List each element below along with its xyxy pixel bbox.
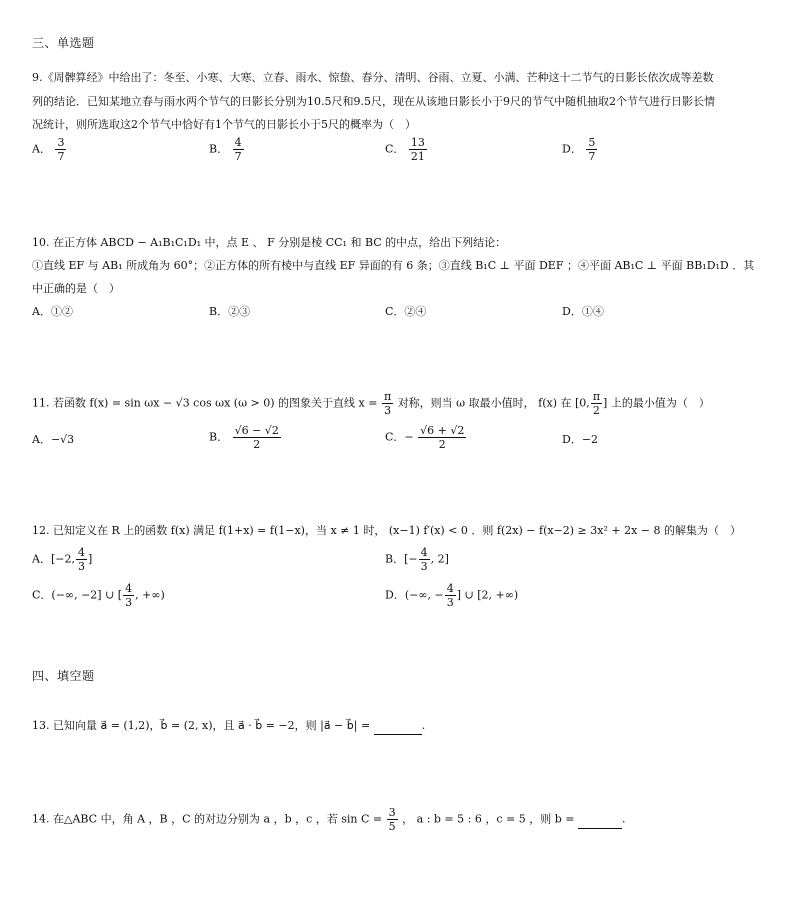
fraction-numerator: 4 — [420, 546, 428, 559]
q12-option-c — [32, 582, 165, 609]
fraction — [233, 424, 281, 451]
option-text: −2 — [581, 433, 599, 446]
option-text: ②④ — [404, 305, 427, 318]
fraction — [445, 582, 456, 609]
q9-stem-line2: 列的结论．已知某地立春与雨水两个节气的日影长分别为10.5尺和9.5尺，现在从该地日影长小于9尺的节气中随机抽取2个节气进行日影长情 — [32, 95, 715, 108]
q9-option-c — [385, 136, 428, 163]
option-label: B． — [209, 305, 229, 318]
q13-text: 13. 已知向量 a⃗ = (1,2)，b⃗ = (2, x)，且 a⃗ · b⃗ = −2，则 |a⃗ − b⃗| = — [32, 719, 371, 732]
fraction — [382, 390, 393, 417]
q14-stem — [32, 806, 772, 833]
option-label: C． — [385, 305, 405, 318]
q10-option-b — [209, 303, 250, 319]
q11-option-b — [209, 424, 282, 451]
option-label: C． — [385, 430, 405, 444]
q9-option-d — [562, 136, 598, 163]
option-text: ] ∪ [2, +∞) — [456, 588, 519, 602]
option-label: C． — [385, 142, 405, 156]
fraction-numerator: π — [383, 390, 392, 403]
option-label: D． — [562, 305, 582, 318]
section-title-fill-blank: 四、填空题 — [32, 669, 95, 683]
fraction-numerator: √6 − √2 — [234, 424, 279, 437]
fraction-denominator: 3 — [77, 560, 85, 573]
fraction-denominator: 2 — [253, 438, 261, 451]
q10-stem-line1: 10. 在正方体 ABCD − A₁B₁C₁D₁ 中，点 E 、 F 分别是棱 CC₁ 和 BC 的中点，给出下列结论： — [32, 236, 507, 249]
q10-stem-line2: ①直线 EF 与 AB₁ 所成角为 60°；②正方体的所有棱中与直线 EF 异面的有 6 条；③直线 B₁C ⊥ 平面 DEF ；④平面 AB₁C ⊥ 平面 BB₁D₁D ．其 — [32, 259, 755, 272]
option-text: ①④ — [581, 305, 604, 318]
fraction-denominator: 3 — [384, 404, 392, 417]
q9-option-a — [32, 136, 67, 163]
interval-open: [0, — [575, 396, 590, 410]
q12-option-d — [385, 582, 518, 609]
option-label: A． — [32, 433, 51, 446]
fraction-denominator: 3 — [446, 596, 454, 609]
fraction-denominator: 7 — [588, 150, 596, 163]
option-text: (−∞, − — [404, 588, 444, 602]
answer-blank — [374, 718, 422, 735]
q11-stem-part: 对称，则当 ω 取最小值时， f(x) 在 — [397, 396, 572, 410]
option-label: B． — [385, 552, 405, 566]
fraction-denominator: 7 — [234, 150, 242, 163]
q13-stem — [32, 718, 772, 735]
q10-option-c — [385, 303, 426, 319]
q10-option-d — [562, 303, 604, 319]
q11-option-d — [562, 431, 598, 447]
fraction-numerator: 4 — [234, 136, 242, 149]
fraction-numerator: √6 + √2 — [420, 424, 465, 437]
q12-option-b — [385, 546, 449, 573]
q10-option-a — [32, 303, 73, 319]
fraction — [591, 390, 602, 417]
fraction — [409, 136, 427, 163]
option-text: (−∞, −2] ∪ [ — [51, 588, 123, 602]
option-label: D． — [385, 588, 405, 602]
q9-option-b — [209, 136, 245, 163]
fraction — [123, 582, 134, 609]
option-text: ①② — [50, 305, 73, 318]
fraction-denominator: 5 — [388, 820, 396, 833]
interval-close: ] — [603, 396, 608, 410]
q12-option-a — [32, 546, 92, 573]
fraction-numerator: 3 — [388, 806, 396, 819]
fraction — [55, 136, 66, 163]
q14-text: 14. 在△ABC 中，角 A ，B ，C 的对边分别为 a ，b ，c ，若 sin C = — [32, 812, 383, 826]
fraction-denominator: 2 — [438, 438, 446, 451]
fraction-numerator: 4 — [125, 582, 133, 595]
option-text: ] — [87, 552, 93, 566]
fraction-numerator: π — [592, 390, 601, 403]
option-text: [− — [404, 552, 418, 566]
fraction-numerator: 3 — [57, 136, 65, 149]
option-text: [−2, — [50, 552, 75, 566]
option-text: , 2] — [430, 552, 449, 566]
fraction-numerator: 4 — [77, 546, 85, 559]
fraction-denominator: 3 — [125, 596, 133, 609]
q13-end: . — [421, 719, 426, 732]
fraction-denominator: 2 — [592, 404, 600, 417]
section-title-single-choice: 三、单选题 — [32, 36, 95, 50]
fraction-numerator: 4 — [446, 582, 454, 595]
q12-stem: 12. 已知定义在 R 上的函数 f(x) 满足 f(1+x) = f(1−x)，当 x ≠ 1 时， (x−1) f′(x) < 0 ．则 f(2x) − f(x−2) ≥ 3x² + 2x − 8 的解集为（ ） — [32, 524, 742, 537]
fraction — [419, 546, 430, 573]
fraction — [233, 136, 244, 163]
q11-stem-part: 上的最小值为（ ） — [610, 396, 710, 410]
option-prefix: − — [404, 430, 414, 444]
q11-option-c — [385, 424, 467, 451]
option-label: C． — [32, 588, 52, 602]
option-label: A． — [32, 552, 51, 566]
q14-end: . — [621, 812, 626, 826]
fraction — [586, 136, 597, 163]
q11-stem-part: 11. 若函数 f(x) = sin ωx − √3 cos ωx (ω > 0) 的图象关于直线 x = — [32, 396, 378, 410]
q11-option-a — [32, 431, 74, 447]
q9-stem-line1: 9.《周髀算经》中给出了：冬至、小寒、大寒、立春、雨水、惊蛰、春分、清明、谷雨、立夏、小满、芒种这十二节气的日影长依次成等差数 — [32, 71, 714, 84]
fraction-denominator: 7 — [57, 150, 65, 163]
q10-stem-line3: 中正确的是（ ） — [32, 282, 120, 295]
fraction — [387, 806, 398, 833]
fraction-denominator: 3 — [420, 560, 428, 573]
fraction — [76, 546, 87, 573]
option-text: , +∞) — [135, 588, 165, 602]
option-text: ②③ — [228, 305, 251, 318]
option-label: A． — [32, 142, 51, 156]
option-text: −√3 — [50, 433, 75, 446]
fraction-denominator: 21 — [410, 150, 425, 163]
fraction — [418, 424, 466, 451]
fraction-numerator: 5 — [588, 136, 596, 149]
option-label: B． — [209, 430, 229, 444]
option-label: D． — [562, 433, 582, 446]
option-label: B． — [209, 142, 229, 156]
option-label: A． — [32, 305, 51, 318]
answer-blank — [578, 812, 622, 829]
q11-stem — [32, 390, 772, 417]
q9-stem-line3: 况统计，则所选取这2个节气中恰好有1个节气的日影长小于5尺的概率为（ ） — [32, 118, 416, 131]
fraction-numerator: 13 — [410, 136, 425, 149]
option-label: D． — [562, 142, 582, 156]
q14-text: ， a : b = 5 : 6 ，c = 5 ，则 b = — [402, 812, 575, 826]
